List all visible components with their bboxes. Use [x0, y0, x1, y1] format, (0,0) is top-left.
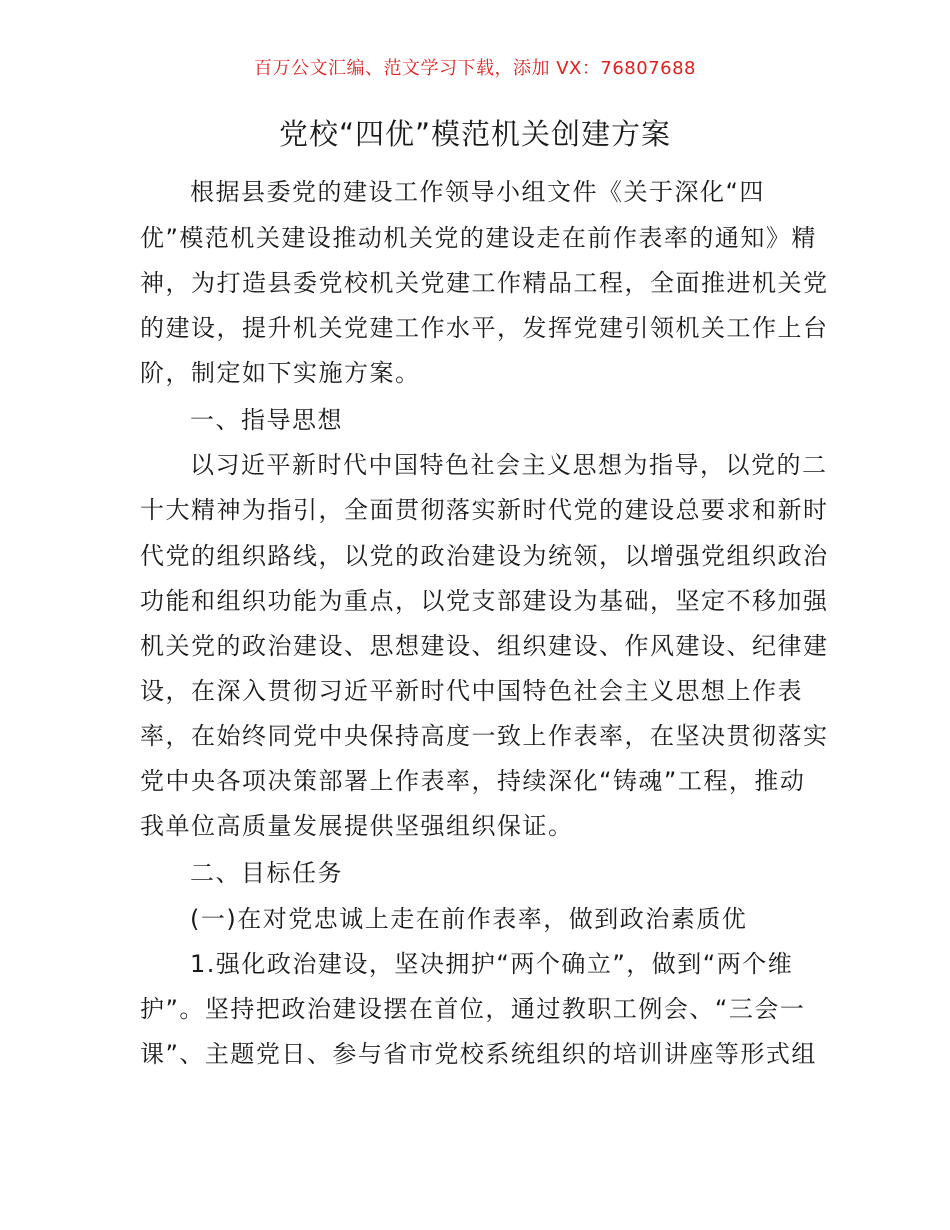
section-heading: 一、指导思想 — [190, 406, 343, 434]
document-title: 党校“四优”模范机关创建方案 — [278, 117, 672, 151]
paragraph-line: 功能和组织功能为重点，以党支部建设为基础，坚定不移加强 — [140, 587, 829, 615]
paragraph-line: 阶，制定如下实施方案。 — [140, 359, 421, 387]
paragraph-line: 设，在深入贯彻习近平新时代中国特色社会主义思想上作表 — [140, 677, 803, 705]
paragraph-line: 我单位高质量发展提供坚强组织保证。 — [140, 812, 574, 840]
paragraph-line: 十大精神为指引，全面贯彻落实新时代党的建设总要求和新时 — [140, 496, 829, 524]
subsection-heading: (一)在对党忠诚上走在前作表率，做到政治素质优 — [190, 905, 748, 933]
paragraph-line: 机关党的政治建设、思想建设、组织建设、作风建设、纪律建 — [140, 632, 829, 660]
paragraph-line: 优”模范机关建设推动机关党的建设走在前作表率的通知》精 — [140, 224, 817, 252]
paragraph-line: 神，为打造县委党校机关党建工作精品工程，全面推进机关党 — [140, 269, 829, 297]
paragraph-line: 根据县委党的建设工作领导小组文件《关于深化“四 — [190, 178, 765, 206]
paragraph-line: 率，在始终同党中央保持高度一致上作表率，在坚决贯彻落实 — [140, 722, 829, 750]
paragraph-line: 以习近平新时代中国特色社会主义思想为指导，以党的二 — [190, 451, 828, 479]
paragraph-line: 代党的组织路线，以党的政治建设为统领，以增强党组织政治 — [140, 542, 829, 570]
paragraph-line: 的建设，提升机关党建工作水平，发挥党建引领机关工作上台 — [140, 314, 829, 342]
paragraph-line: 护”。坚持把政治建设摆在首位，通过教职工例会、“三会一 — [140, 995, 806, 1023]
paragraph-line: 课”、主题党日、参与省市党校系统组织的培训讲座等形式组 — [140, 1040, 817, 1068]
paragraph-line: 1.强化政治建设，坚决拥护“两个确立”，做到“两个维 — [190, 950, 794, 978]
section-heading: 二、目标任务 — [190, 859, 343, 887]
watermark-text: 百万公文汇编、范文学习下载，添加 VX：76807688 — [254, 58, 696, 79]
paragraph-line: 党中央各项决策部署上作表率，持续深化“铸魂”工程，推动 — [140, 767, 806, 795]
